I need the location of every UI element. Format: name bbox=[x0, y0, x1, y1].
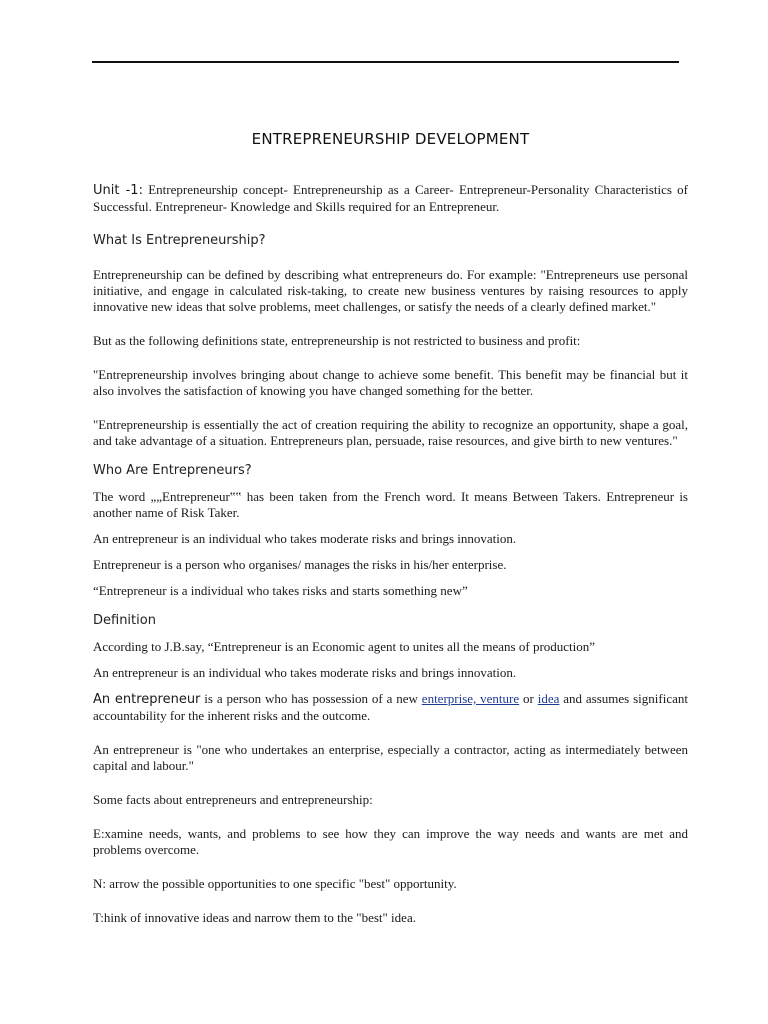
section-heading-who-are: Who Are Entrepreneurs? bbox=[93, 463, 252, 478]
paragraph: An entrepreneur is "one who undertakes an enterprise, especially a contractor, acting as intermediately between capital and labour." bbox=[93, 742, 688, 773]
section-heading-what-is: What Is Entrepreneurship? bbox=[93, 233, 266, 248]
unit-prefix: Unit -1: bbox=[93, 183, 143, 198]
paragraph: T:hink of innovative ideas and narrow them to the "best" idea. bbox=[93, 910, 416, 925]
paragraph: An entrepreneur is an individual who takes moderate risks and brings innovation. bbox=[93, 531, 517, 546]
definition-rest: and assumes significant accountability for the inherent risks and the outcome. bbox=[93, 691, 688, 723]
paragraph: Some facts about entrepreneurs and entrepreneurship: bbox=[93, 792, 373, 807]
definition-or: or bbox=[519, 691, 538, 706]
section-heading-definition: Definition bbox=[93, 613, 156, 628]
paragraph: E:xamine needs, wants, and problems to see how they can improve the way needs and wants are met and problems overcome. bbox=[93, 826, 688, 857]
document-title: ENTREPRENEURSHIP DEVELOPMENT bbox=[251, 130, 530, 148]
paragraph: An entrepreneur is an individual who takes moderate risks and brings innovation. bbox=[93, 665, 517, 680]
definition-text: is a person who has possession of a new bbox=[200, 691, 422, 706]
paragraph: According to J.B.say, “Entrepreneur is an Economic agent to unites all the means of production” bbox=[93, 639, 596, 654]
idea-link[interactable]: idea bbox=[537, 691, 560, 706]
header-rule bbox=[92, 61, 679, 63]
paragraph: Entrepreneur is a person who organises/ manages the risks in his/her enterprise. bbox=[93, 557, 507, 572]
unit-paragraph bbox=[93, 182, 688, 215]
unit-text: Entrepreneurship concept- Entrepreneurship as a Career- Entrepreneur-Personality Characteristics of Successful. Entrepreneur- Knowledge and Skills required for an Entrepreneur. bbox=[93, 182, 689, 214]
paragraph: The word „„Entrepreneur‟‟ has been taken from the French word. It means Between Takers. Entrepreneur is another name of Risk Taker. bbox=[93, 489, 688, 520]
document-body bbox=[93, 130, 688, 926]
paragraph: "Entrepreneurship is essentially the act of creation requiring the ability to recognize an opportunity, shape a goal, and take advantage of a situation. Entrepreneurs plan, persuade, raise resources, and give birth to new ventures." bbox=[93, 417, 688, 448]
paragraph: “Entrepreneur is a individual who takes risks and starts something new” bbox=[93, 583, 468, 598]
enterprise-venture-link[interactable]: enterprise, venture bbox=[421, 691, 520, 706]
definition-lead: An entrepreneur bbox=[93, 692, 201, 707]
definition-paragraph bbox=[93, 691, 688, 724]
paragraph: Entrepreneurship can be defined by describing what entrepreneurs do. For example: "Entrepreneurs use personal initiative, and engage in calculated risk-taking, to create new business ventures by raising resources to apply innovative new ideas that solve problems, meet challenges, or satisfy the needs of a clearly defined market." bbox=[93, 267, 688, 314]
paragraph: N: arrow the possible opportunities to one specific "best" opportunity. bbox=[93, 876, 457, 891]
paragraph: "Entrepreneurship involves bringing about change to achieve some benefit. This benefit may be financial but it also involves the satisfaction of knowing you have changed something for the better. bbox=[93, 367, 688, 398]
paragraph: But as the following definitions state, entrepreneurship is not restricted to business and profit: bbox=[93, 333, 581, 348]
